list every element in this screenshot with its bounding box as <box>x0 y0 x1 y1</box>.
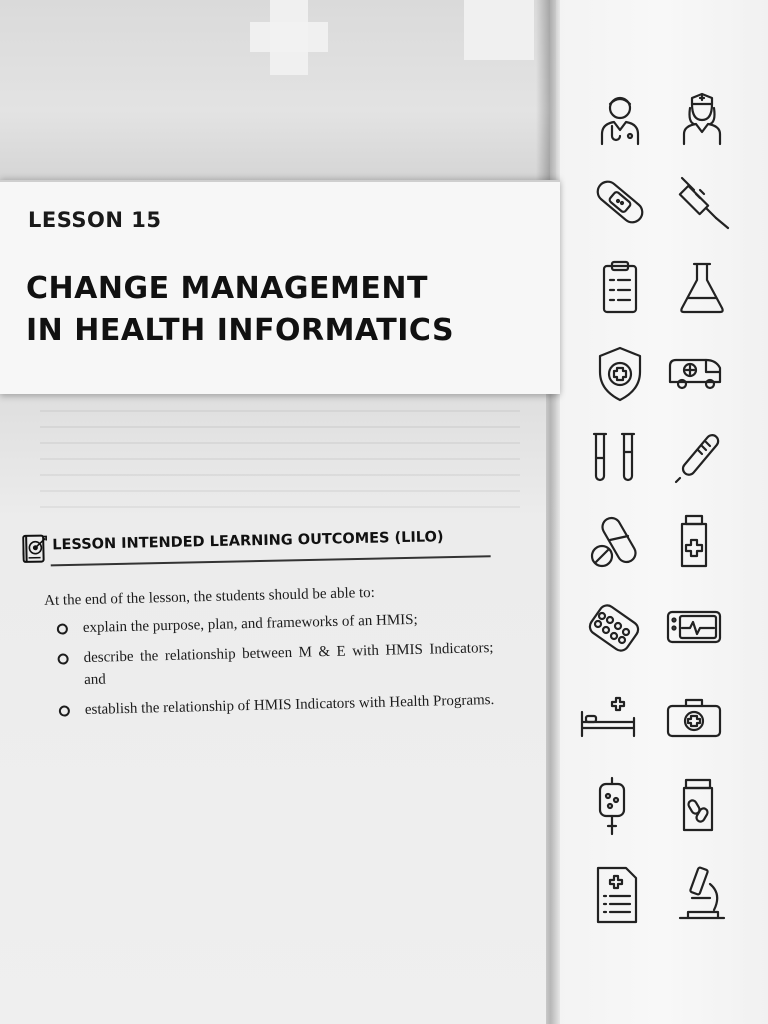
medicine-bottle-icon <box>664 512 724 572</box>
lesson-title <box>26 268 496 352</box>
medical-shield-icon <box>590 344 650 404</box>
circle-bullet-icon <box>59 705 70 716</box>
lesson-title-line-2: IN HEALTH INFORMATICS <box>26 313 455 348</box>
hospital-bed-icon <box>578 688 638 748</box>
previous-page-edge <box>0 0 550 185</box>
bleed-through-text <box>40 410 520 510</box>
lesson-title-line-1: CHANGE MANAGEMENT <box>26 271 428 306</box>
lilo-underline <box>51 555 491 566</box>
objective-text: describe the relationship between M & E with HMIS Indicators; and <box>83 640 494 689</box>
doctor-icon <box>590 88 650 148</box>
lilo-body <box>44 582 497 730</box>
list-item <box>45 607 493 640</box>
prescription-icon <box>586 864 646 924</box>
clipboard-icon <box>590 258 650 318</box>
ambulance-icon <box>666 344 726 404</box>
syringe-icon <box>672 172 732 232</box>
pill-jar-icon <box>668 776 728 836</box>
circle-bullet-icon <box>57 623 68 634</box>
objective-text: establish the relationship of HMIS Indicators with Health Programs. <box>84 692 495 719</box>
heart-monitor-icon <box>664 598 724 658</box>
microscope-icon <box>670 864 730 924</box>
pills-icon <box>586 512 646 572</box>
list-item <box>45 637 494 692</box>
iv-bag-icon <box>582 776 642 836</box>
circle-bullet-icon <box>57 653 68 664</box>
objectives-list <box>45 607 497 722</box>
thermometer-icon <box>668 428 728 488</box>
flask-icon <box>672 258 732 318</box>
lesson-number: LESSON 15 <box>28 208 162 232</box>
bandage-icon <box>590 172 650 232</box>
lilo-intro: At the end of the lesson, the students should be able to: <box>44 584 376 609</box>
target-notebook-icon <box>22 533 49 564</box>
pill-blister-icon <box>584 598 644 658</box>
objective-text: explain the purpose, plan, and frameworks of an HMIS; <box>82 611 418 637</box>
list-item <box>47 689 495 722</box>
first-aid-kit-icon <box>664 688 724 748</box>
nurse-icon <box>672 88 732 148</box>
lilo-heading: LESSON INTENDED LEARNING OUTCOMES (LILO) <box>52 529 444 554</box>
test-tubes-icon <box>584 428 644 488</box>
